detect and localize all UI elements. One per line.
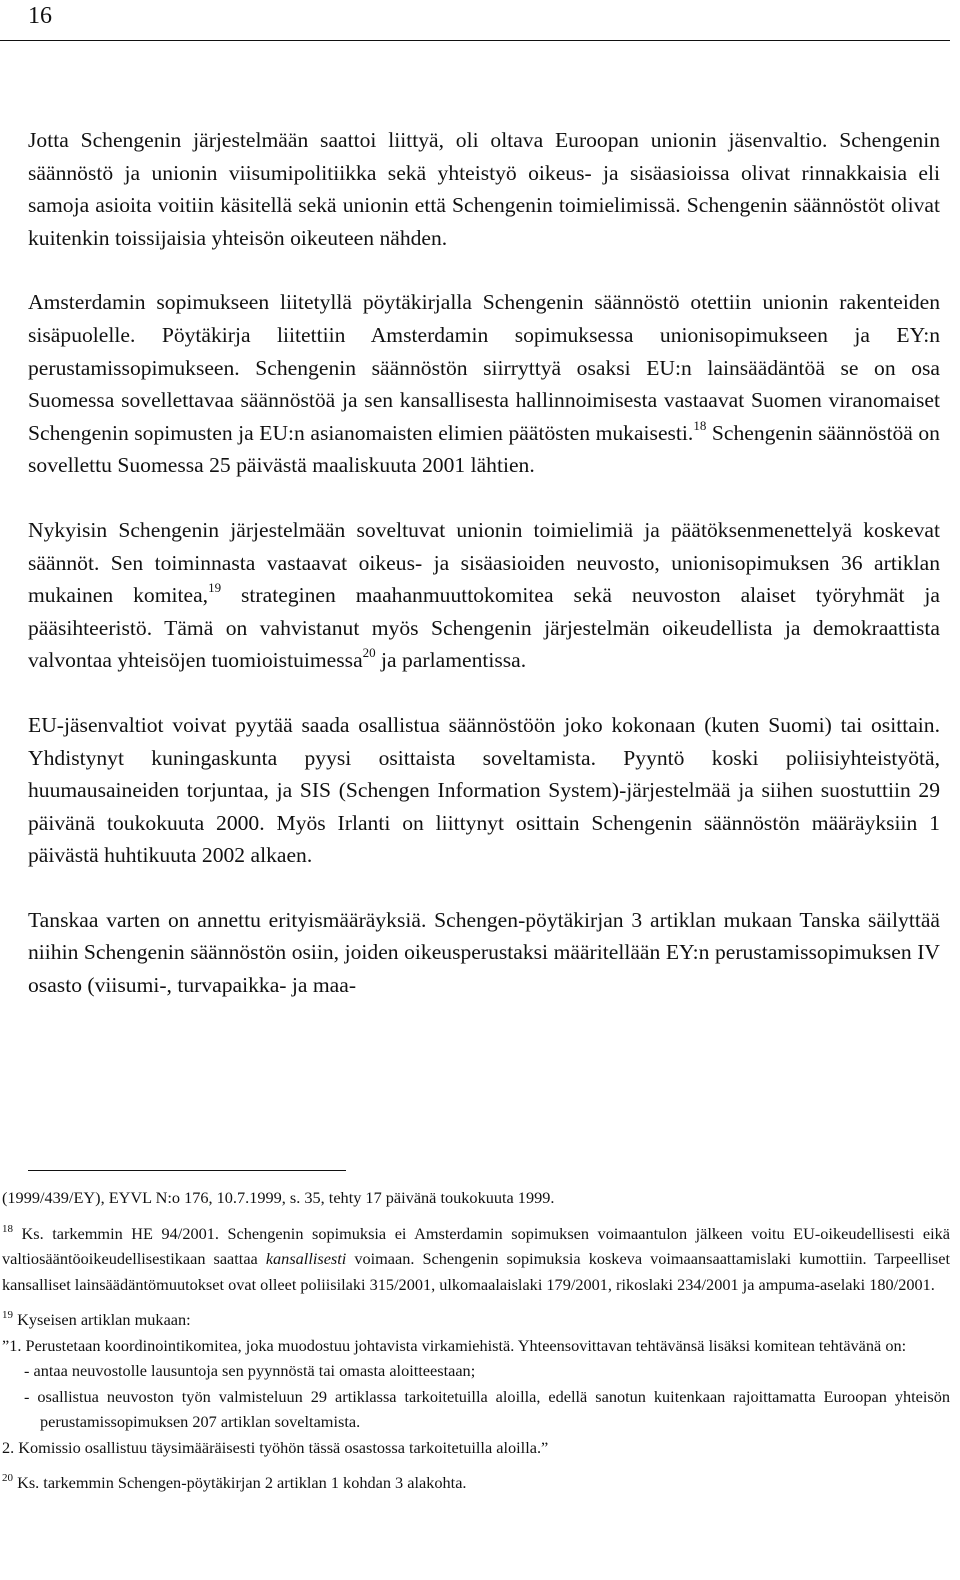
paragraph-1: Jotta Schengenin järjestelmään saattoi liittyä, oli oltava Euroopan unionin jäsenvaltio. Schengenin säännöstö ja unionin viisumipolitiikka sekä yhteistyö oikeus- ja sisäasioissa olivat rinnakkaisia eli samoja asioita voitiin käsitellä sekä unionin että Schengenin toimielimissä. Schengenin säännöstöt olivat kuitenkin toissijaisia yhteisön oikeuteen nähden. xyxy=(28,128,940,250)
footnote-18-number: 18 xyxy=(2,1222,13,1235)
paragraph-5: Tanskaa varten on annettu erityismääräyksiä. Schengen-pöytäkirjan 3 artiklan mukaan Tanska säilyttää niihin Schengenin säännöstön osiin, joiden oikeusperustaksi määritellään EY:n perustamissopimuksen IV osasto (viisumi-, turvapaikka- ja maa- xyxy=(28,907,940,998)
paragraph-3 xyxy=(28,514,940,677)
main-text xyxy=(28,124,940,1002)
footnote-continuation: (1999/439/EY), EYVL N:o 176, 10.7.1999, s. 35, tehty 17 päivänä toukokuuta 1999. xyxy=(2,1188,555,1207)
footnote-rule xyxy=(28,1170,346,1171)
paragraph-2 xyxy=(28,286,940,482)
footnote-19-number: 19 xyxy=(2,1309,13,1321)
paragraph-3-text-b: strateginen maahanmuuttokomitea sekä neuvoston alaiset työryhmät ja pääsihteeristö. Tämä on vahvistanut myös Schengenin järjestelmän oikeudellista ja demokraattista valvontaa yhteisöjen tuomioistuimessa xyxy=(28,583,940,673)
footnote-19 xyxy=(2,1307,950,1460)
footnote-ref-19[interactable]: 19 xyxy=(208,580,222,596)
footnote-20-text: Ks. tarkemmin Schengen-pöytäkirjan 2 artiklan 1 kohdan 3 alakohta. xyxy=(13,1473,467,1492)
footnote-18 xyxy=(2,1221,950,1298)
paragraph-3-text-a: Nykyisin Schengenin järjestelmään soveltuvat unionin toimielimiä ja päätöksenmenettelyä koskevat säännöt. Sen toiminnasta vastaavat oikeus- ja sisäasioiden neuvosto, unionisopimuksen 36 artiklan mukainen komitea, xyxy=(28,517,940,608)
footnote-19-item-1: ”1. Perustetaan koordinointikomitea, joka muodostuu johtavista virkamiehistä. Yhteensovittavan tehtävänsä lisäksi komitean tehtävänä on: xyxy=(2,1335,907,1355)
footnote-20-number: 20 xyxy=(2,1472,13,1484)
footnote-19-item-2: 2. Komissio osallistuu täysimääräisesti työhön tässä osastossa tarkoitetuilla aloilla.” xyxy=(2,1437,549,1457)
paragraph-2-text-b: Schengenin säännöstöä on sovellettu Suomessa 25 päivästä maaliskuuta 2001 lähtien. xyxy=(28,420,940,478)
footnote-19-dash-1: - antaa neuvostolle lausuntoja sen pyynnöstä tai omasta aloitteestaan; xyxy=(24,1361,476,1380)
footnote-18-text-b: voimaan. Schengenin sopimuksia koskeva voimaansaattamislaki kumottiin. Tarpeelliset kansalliset lainsäädäntömuutokset ovat olleet poliisilaki 315/2001, ulkomaalaislaki 179/2001, rikoslaki 234/2001 ja ampuma-aselaki 180/2001. xyxy=(2,1249,950,1294)
footnote-20 xyxy=(2,1470,950,1496)
footnote-ref-20[interactable]: 20 xyxy=(362,645,376,661)
footnote-ref-18[interactable]: 18 xyxy=(693,417,707,433)
footnote-18-italic: kansallisesti xyxy=(265,1249,347,1268)
footnotes xyxy=(2,1185,950,1506)
page-number: 16 xyxy=(28,3,52,29)
footnote-19-intro-line xyxy=(2,1307,950,1333)
header-rule xyxy=(0,40,950,41)
footnote-19-dash-2: - osallistua neuvoston työn valmisteluun 29 artiklassa tarkoitetuilla aloilla, edellä sanotun kuitenkaan rajoittamatta Euroopan yhteisön perustamissopimuksen 207 artiklan soveltamista. xyxy=(24,1386,950,1431)
paragraph-2-text-a: Amsterdamin sopimukseen liitetyllä pöytäkirjalla Schengenin säännöstö otettiin unionin rakenteiden sisäpuolelle. Pöytäkirja liitettiin Amsterdamin sopimuksessa unionisopimukseen ja EY:n perustamissopimukseen. Schengenin säännöstön siirryttyä osaksi EU:n lainsäädäntöä se on osa Suomessa sovellettavaa säännöstöä ja sen kansallisesta hallinnoimisesta vastaavat Suomen viranomaiset Schengenin sopimusten ja EU:n asianomaisten elimien päätösten mukaisesti. xyxy=(28,290,940,445)
footnote-19-intro: Kyseisen artiklan mukaan: xyxy=(13,1310,191,1329)
footnote-18-text-a: Ks. tarkemmin HE 94/2001. Schengenin sopimuksia ei Amsterdamin sopimuksen voimaantulon jälkeen voitu EU-oikeudellisesti eikä valtiosääntöoikeudellisestikaan saattaa xyxy=(2,1223,950,1268)
paragraph-4: EU-jäsenvaltiot voivat pyytää saada osallistua säännöstöön joko kokonaan (kuten Suomi) tai osittain. Yhdistynyt kuningaskunta pyysi osittaista soveltamista. Pyyntö koski poliisiyhteistyötä, huumausaineiden torjuntaa, ja SIS (Schengen Information System)-järjestelmää ja siihen suostuttiin 29 päivänä toukokuuta 2000. Myös Irlanti on liittynyt osittain Schengenin säännöstön määräyksiin 1 päivästä huhtikuuta 2002 alkaen. xyxy=(28,712,940,868)
paragraph-3-text-c: ja parlamentissa. xyxy=(375,648,527,673)
